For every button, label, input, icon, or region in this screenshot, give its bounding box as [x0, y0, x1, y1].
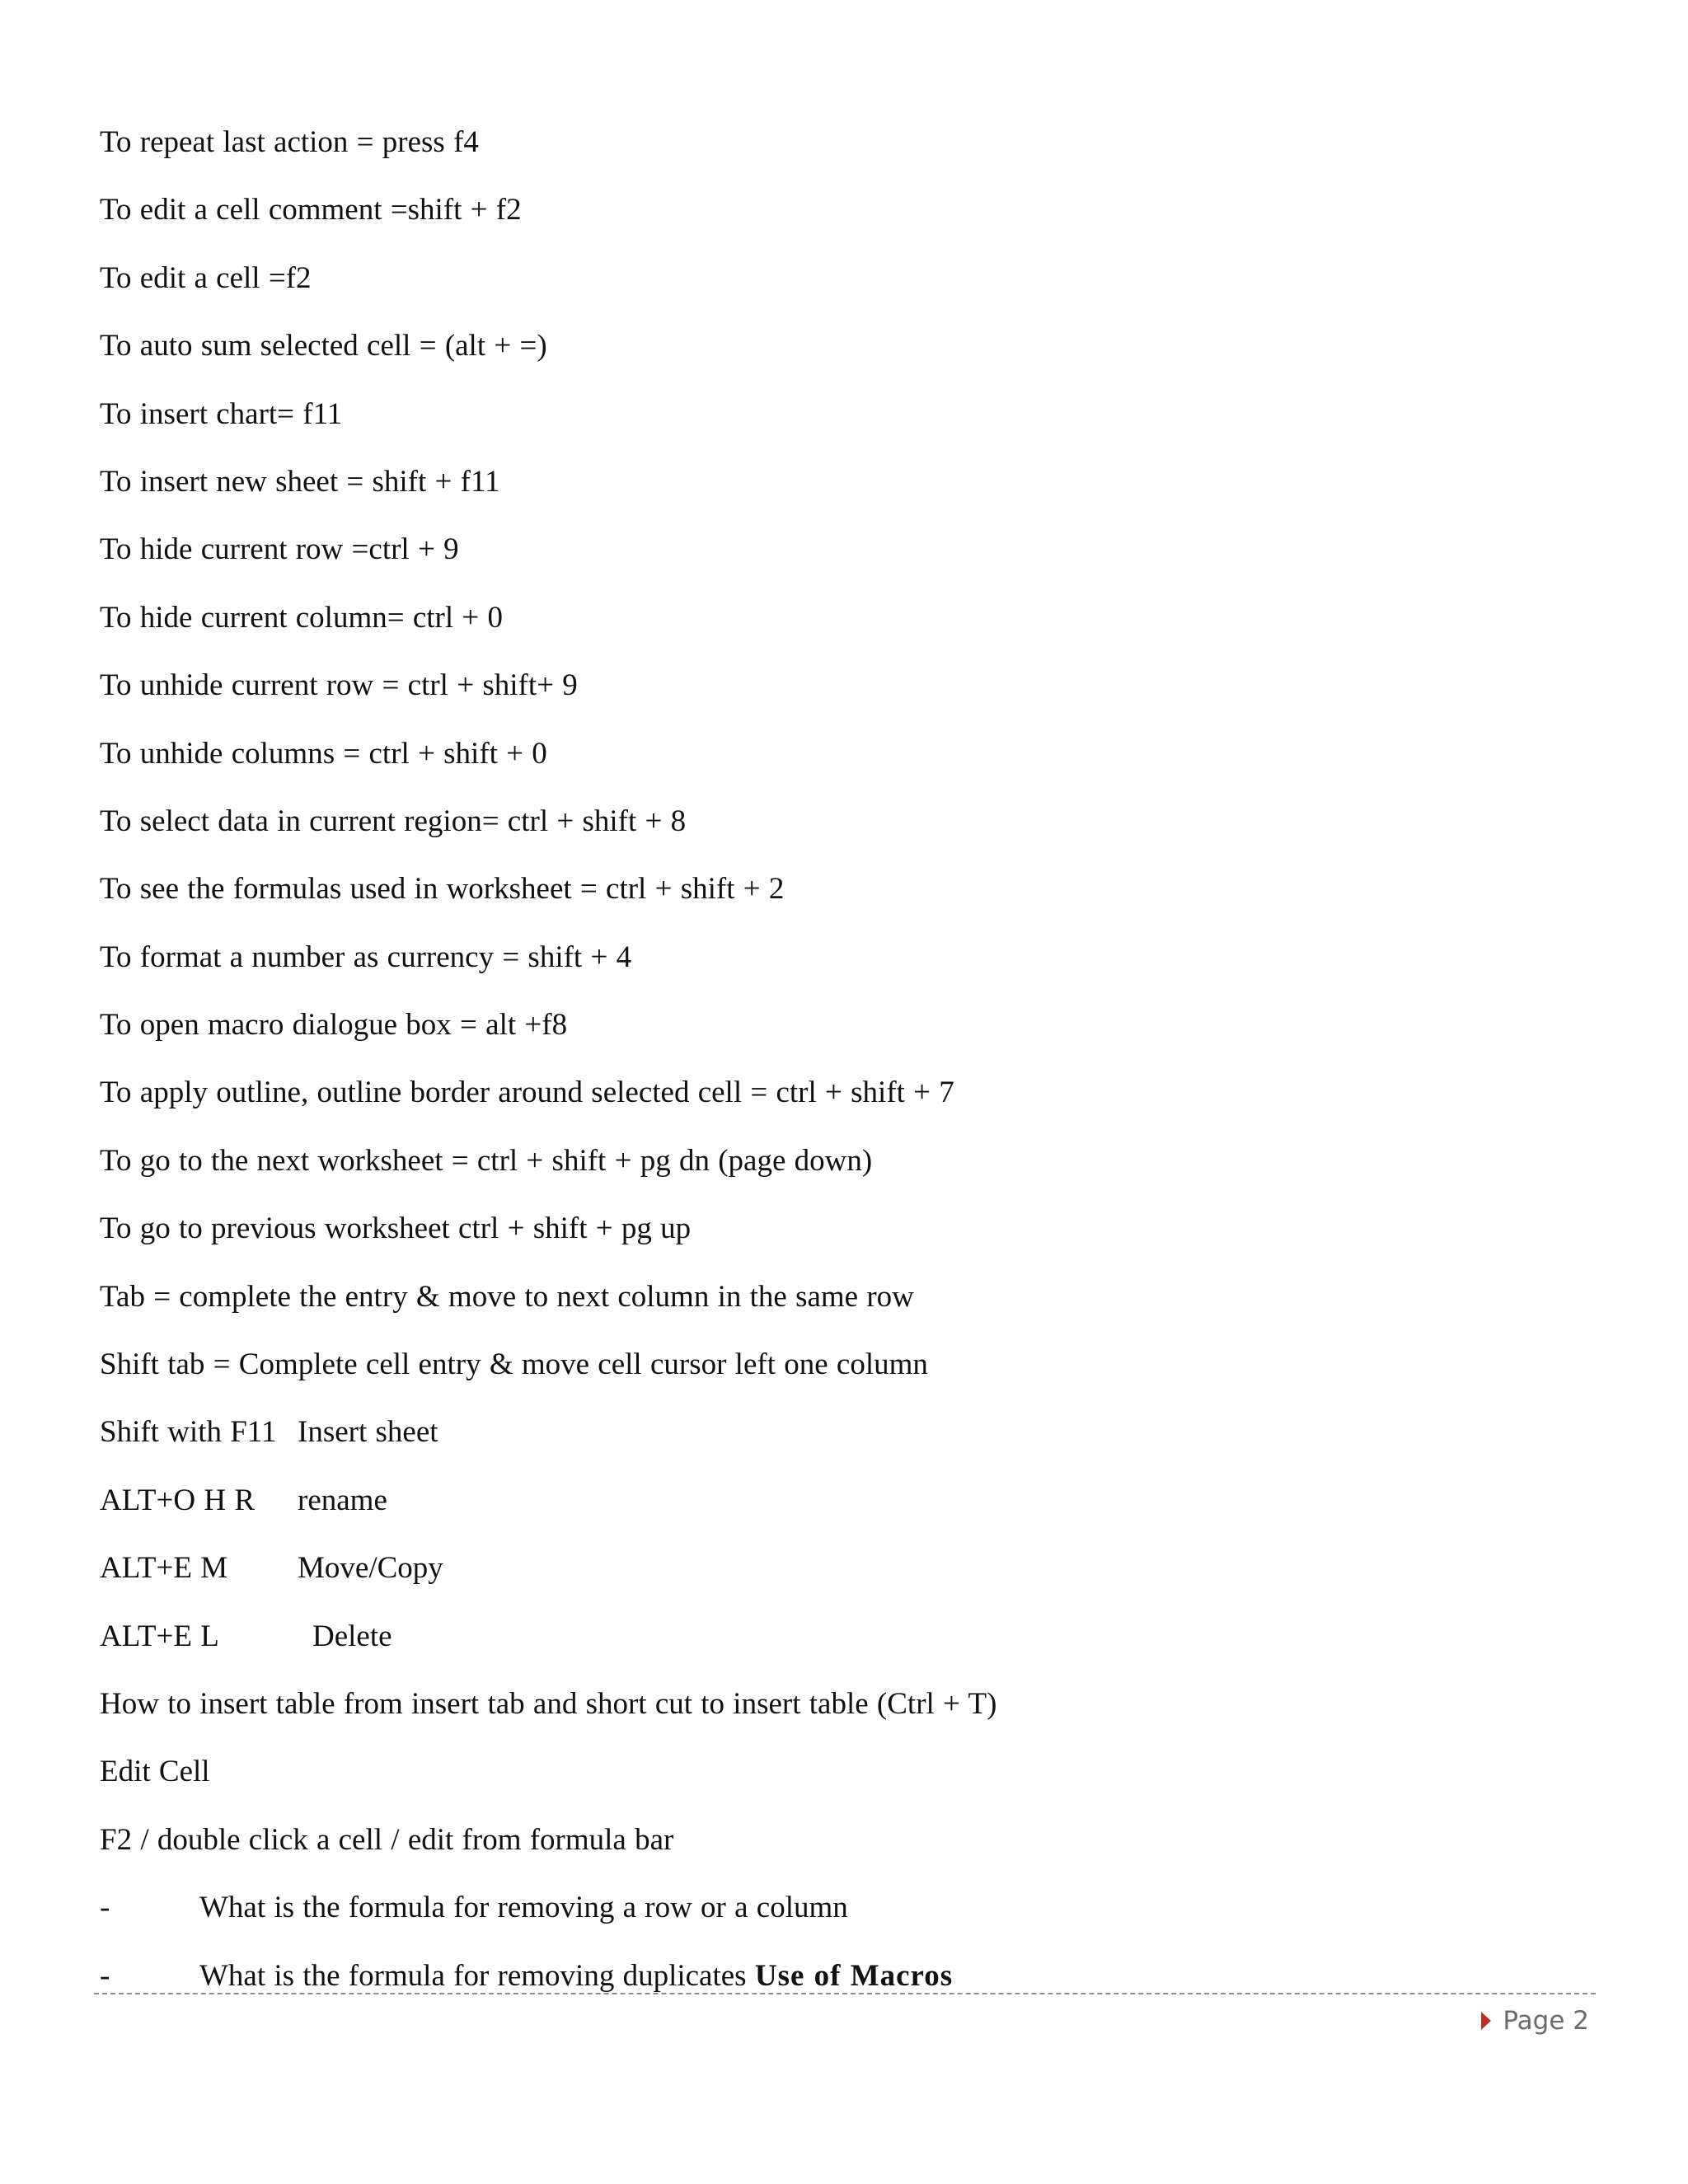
bold-heading: Use of Macros — [754, 1958, 954, 1993]
shortcut-line: To edit a cell =f2 — [100, 260, 312, 295]
sheet-key-row — [100, 1467, 1583, 1535]
shortcut-line: To go to previous worksheet ctrl + shift + pg up — [100, 1212, 692, 1246]
shortcut-line: To hide current column= ctrl + 0 — [100, 600, 504, 635]
sheet-key-action: Delete — [312, 1619, 392, 1653]
shortcut-line: Shift tab = Complete cell entry & move cell cursor left one column — [100, 1347, 928, 1382]
triangle-right-icon — [1481, 2012, 1491, 2030]
page-content — [100, 109, 1583, 2010]
sheet-key-action: rename — [298, 1483, 387, 1517]
sheet-key: ALT+O H R — [100, 1483, 256, 1517]
page-number: Page 2 — [1503, 2006, 1589, 2036]
sheet-key: ALT+E L — [100, 1619, 219, 1653]
shortcut-line: To open macro dialogue box = alt +f8 — [100, 1008, 568, 1043]
sheet-key-action: Insert sheet — [298, 1415, 438, 1450]
bullet-dash: - — [100, 1958, 110, 1993]
shortcut-line: To insert new sheet = shift + f11 — [100, 464, 500, 499]
note-line: How to insert table from insert tab and short cut to insert table (Ctrl + T) — [100, 1686, 997, 1721]
shortcut-line: To see the formulas used in worksheet = ctrl + shift + 2 — [100, 872, 785, 907]
question-text: What is the formula for removing a row or a column — [199, 1891, 848, 1925]
shortcut-line: To apply outline, outline border around selected cell = ctrl + shift + 7 — [100, 1076, 954, 1110]
sheet-key-row — [100, 1535, 1583, 1602]
question-item — [100, 1943, 1583, 2010]
note-line: F2 / double click a cell / edit from formula bar — [100, 1822, 674, 1857]
sheet-key: Shift with F11 — [100, 1415, 277, 1450]
question-item — [100, 1874, 1583, 1942]
shortcut-line: To unhide columns = ctrl + shift + 0 — [100, 736, 547, 771]
shortcut-line: To auto sum selected cell = (alt + =) — [100, 329, 547, 363]
footer-divider — [94, 1993, 1596, 1994]
sheet-key-action: Move/Copy — [298, 1551, 443, 1586]
shortcut-line: To repeat last action = press f4 — [100, 125, 479, 159]
note-line: Edit Cell — [100, 1755, 210, 1789]
shortcut-line: To select data in current region= ctrl + shift + 8 — [100, 804, 687, 838]
sheet-key-row — [100, 1603, 1583, 1671]
sheet-key-row — [100, 1399, 1583, 1466]
bullet-dash: - — [100, 1891, 110, 1925]
shortcut-line: To hide current row =ctrl + 9 — [100, 532, 459, 567]
page-footer — [1481, 2006, 1589, 2036]
shortcut-line: To go to the next worksheet = ctrl + shift + pg dn (page down) — [100, 1143, 873, 1178]
shortcut-line: To insert chart= f11 — [100, 396, 343, 431]
sheet-key: ALT+E M — [100, 1551, 228, 1586]
shortcut-line: To unhide current row = ctrl + shift+ 9 — [100, 668, 578, 703]
shortcut-line: To edit a cell comment =shift + f2 — [100, 193, 522, 227]
shortcut-line: To format a number as currency = shift + 4 — [100, 940, 632, 974]
question-text: What is the formula for removing duplicates — [199, 1958, 755, 1993]
shortcut-line: Tab = complete the entry & move to next column in the same row — [100, 1279, 914, 1314]
